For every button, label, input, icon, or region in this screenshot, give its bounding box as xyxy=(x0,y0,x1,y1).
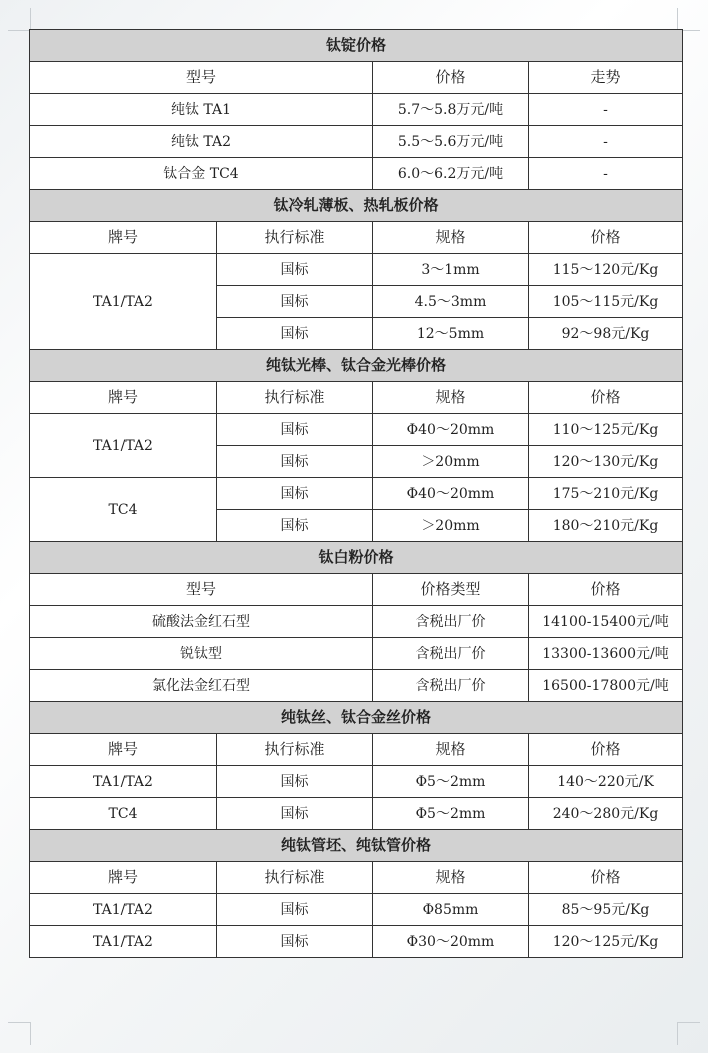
column-header: 牌号 xyxy=(30,862,217,894)
column-header-row xyxy=(30,382,683,414)
grade-cell: TA1/TA2 xyxy=(30,414,217,478)
model-cell: 纯钛 TA2 xyxy=(30,126,373,158)
column-header-row xyxy=(30,734,683,766)
model-cell: 氯化法金红石型 xyxy=(30,670,373,702)
price-cell: 13300-13600元/吨 xyxy=(529,638,683,670)
section-header-plate xyxy=(30,190,683,222)
grade-cell: TA1/TA2 xyxy=(30,254,217,350)
grade-cell: TA1/TA2 xyxy=(30,894,217,926)
standard-cell: 国标 xyxy=(217,254,373,286)
spec-cell: Φ40～20mm xyxy=(373,414,529,446)
grade-cell: TC4 xyxy=(30,798,217,830)
price-cell: 85～95元/Kg xyxy=(529,894,683,926)
section-header-tube xyxy=(30,830,683,862)
section-header-ingot xyxy=(30,30,683,62)
price-cell: 110～125元/Kg xyxy=(529,414,683,446)
column-header: 规格 xyxy=(373,862,529,894)
section-header-powder xyxy=(30,542,683,574)
model-cell: 锐钛型 xyxy=(30,638,373,670)
column-header: 规格 xyxy=(373,734,529,766)
column-header-row xyxy=(30,862,683,894)
column-header: 价格 xyxy=(529,862,683,894)
standard-cell: 国标 xyxy=(217,766,373,798)
price-cell: 120～125元/Kg xyxy=(529,926,683,958)
corner-mark-bottom-right xyxy=(677,1022,700,1045)
price-type-cell: 含税出厂价 xyxy=(373,670,529,702)
standard-cell: 国标 xyxy=(217,478,373,510)
grade-cell: TA1/TA2 xyxy=(30,926,217,958)
section-title: 纯钛管坯、纯钛管价格 xyxy=(30,830,683,862)
table-row xyxy=(30,766,683,798)
column-header: 型号 xyxy=(30,574,373,606)
price-cell: 180～210元/Kg xyxy=(529,510,683,542)
price-cell: 175～210元/Kg xyxy=(529,478,683,510)
spec-cell: Φ5～2mm xyxy=(373,766,529,798)
model-cell: 钛合金 TC4 xyxy=(30,158,373,190)
price-cell: 5.7～5.8万元/吨 xyxy=(373,94,529,126)
price-cell: 140～220元/K xyxy=(529,766,683,798)
table-row xyxy=(30,638,683,670)
column-header: 走势 xyxy=(529,62,683,94)
column-header: 执行标准 xyxy=(217,382,373,414)
column-header: 型号 xyxy=(30,62,373,94)
table-row xyxy=(30,670,683,702)
column-header: 规格 xyxy=(373,222,529,254)
price-cell: 240～280元/Kg xyxy=(529,798,683,830)
standard-cell: 国标 xyxy=(217,894,373,926)
price-cell: 6.0～6.2万元/吨 xyxy=(373,158,529,190)
section-header-wire xyxy=(30,702,683,734)
price-cell: 5.5～5.6万元/吨 xyxy=(373,126,529,158)
titanium-price-table xyxy=(29,29,683,958)
spec-cell: Φ30～20mm xyxy=(373,926,529,958)
standard-cell: 国标 xyxy=(217,286,373,318)
table-row xyxy=(30,254,683,286)
corner-mark-bottom-left xyxy=(8,1022,31,1045)
section-title: 钛锭价格 xyxy=(30,30,683,62)
table-row xyxy=(30,478,683,510)
price-cell: 16500-17800元/吨 xyxy=(529,670,683,702)
column-header-row xyxy=(30,62,683,94)
price-cell: 115～120元/Kg xyxy=(529,254,683,286)
standard-cell: 国标 xyxy=(217,510,373,542)
table-row xyxy=(30,158,683,190)
table-row xyxy=(30,798,683,830)
section-title: 钛冷轧薄板、热轧板价格 xyxy=(30,190,683,222)
corner-mark-top-right xyxy=(677,8,700,31)
standard-cell: 国标 xyxy=(217,318,373,350)
model-cell: 硫酸法金红石型 xyxy=(30,606,373,638)
price-cell: 105～115元/Kg xyxy=(529,286,683,318)
column-header: 执行标准 xyxy=(217,734,373,766)
standard-cell: 国标 xyxy=(217,926,373,958)
column-header: 牌号 xyxy=(30,734,217,766)
spec-cell: ＞20mm xyxy=(373,510,529,542)
model-cell: 纯钛 TA1 xyxy=(30,94,373,126)
corner-mark-top-left xyxy=(8,8,31,31)
standard-cell: 国标 xyxy=(217,798,373,830)
table-row xyxy=(30,926,683,958)
column-header-row xyxy=(30,574,683,606)
column-header: 价格 xyxy=(529,222,683,254)
trend-cell: - xyxy=(529,94,683,126)
section-header-bar xyxy=(30,350,683,382)
spec-cell: Φ40～20mm xyxy=(373,478,529,510)
column-header: 执行标准 xyxy=(217,222,373,254)
table-row xyxy=(30,414,683,446)
spec-cell: Φ5～2mm xyxy=(373,798,529,830)
trend-cell: - xyxy=(529,126,683,158)
grade-cell: TC4 xyxy=(30,478,217,542)
section-title: 纯钛光棒、钛合金光棒价格 xyxy=(30,350,683,382)
price-cell: 120～130元/Kg xyxy=(529,446,683,478)
trend-cell: - xyxy=(529,158,683,190)
spec-cell: 4.5～3mm xyxy=(373,286,529,318)
section-title: 纯钛丝、钛合金丝价格 xyxy=(30,702,683,734)
price-type-cell: 含税出厂价 xyxy=(373,638,529,670)
column-header: 规格 xyxy=(373,382,529,414)
table-row xyxy=(30,606,683,638)
table-row xyxy=(30,894,683,926)
spec-cell: ＞20mm xyxy=(373,446,529,478)
column-header: 牌号 xyxy=(30,382,217,414)
column-header: 价格类型 xyxy=(373,574,529,606)
table-row xyxy=(30,126,683,158)
price-cell: 92～98元/Kg xyxy=(529,318,683,350)
column-header-row xyxy=(30,222,683,254)
standard-cell: 国标 xyxy=(217,446,373,478)
column-header: 价格 xyxy=(529,382,683,414)
column-header: 价格 xyxy=(373,62,529,94)
table-row xyxy=(30,94,683,126)
spec-cell: 3～1mm xyxy=(373,254,529,286)
spec-cell: Φ85mm xyxy=(373,894,529,926)
spec-cell: 12～5mm xyxy=(373,318,529,350)
column-header: 执行标准 xyxy=(217,862,373,894)
price-cell: 14100-15400元/吨 xyxy=(529,606,683,638)
column-header: 价格 xyxy=(529,574,683,606)
column-header: 价格 xyxy=(529,734,683,766)
column-header: 牌号 xyxy=(30,222,217,254)
grade-cell: TA1/TA2 xyxy=(30,766,217,798)
section-title: 钛白粉价格 xyxy=(30,542,683,574)
price-type-cell: 含税出厂价 xyxy=(373,606,529,638)
standard-cell: 国标 xyxy=(217,414,373,446)
